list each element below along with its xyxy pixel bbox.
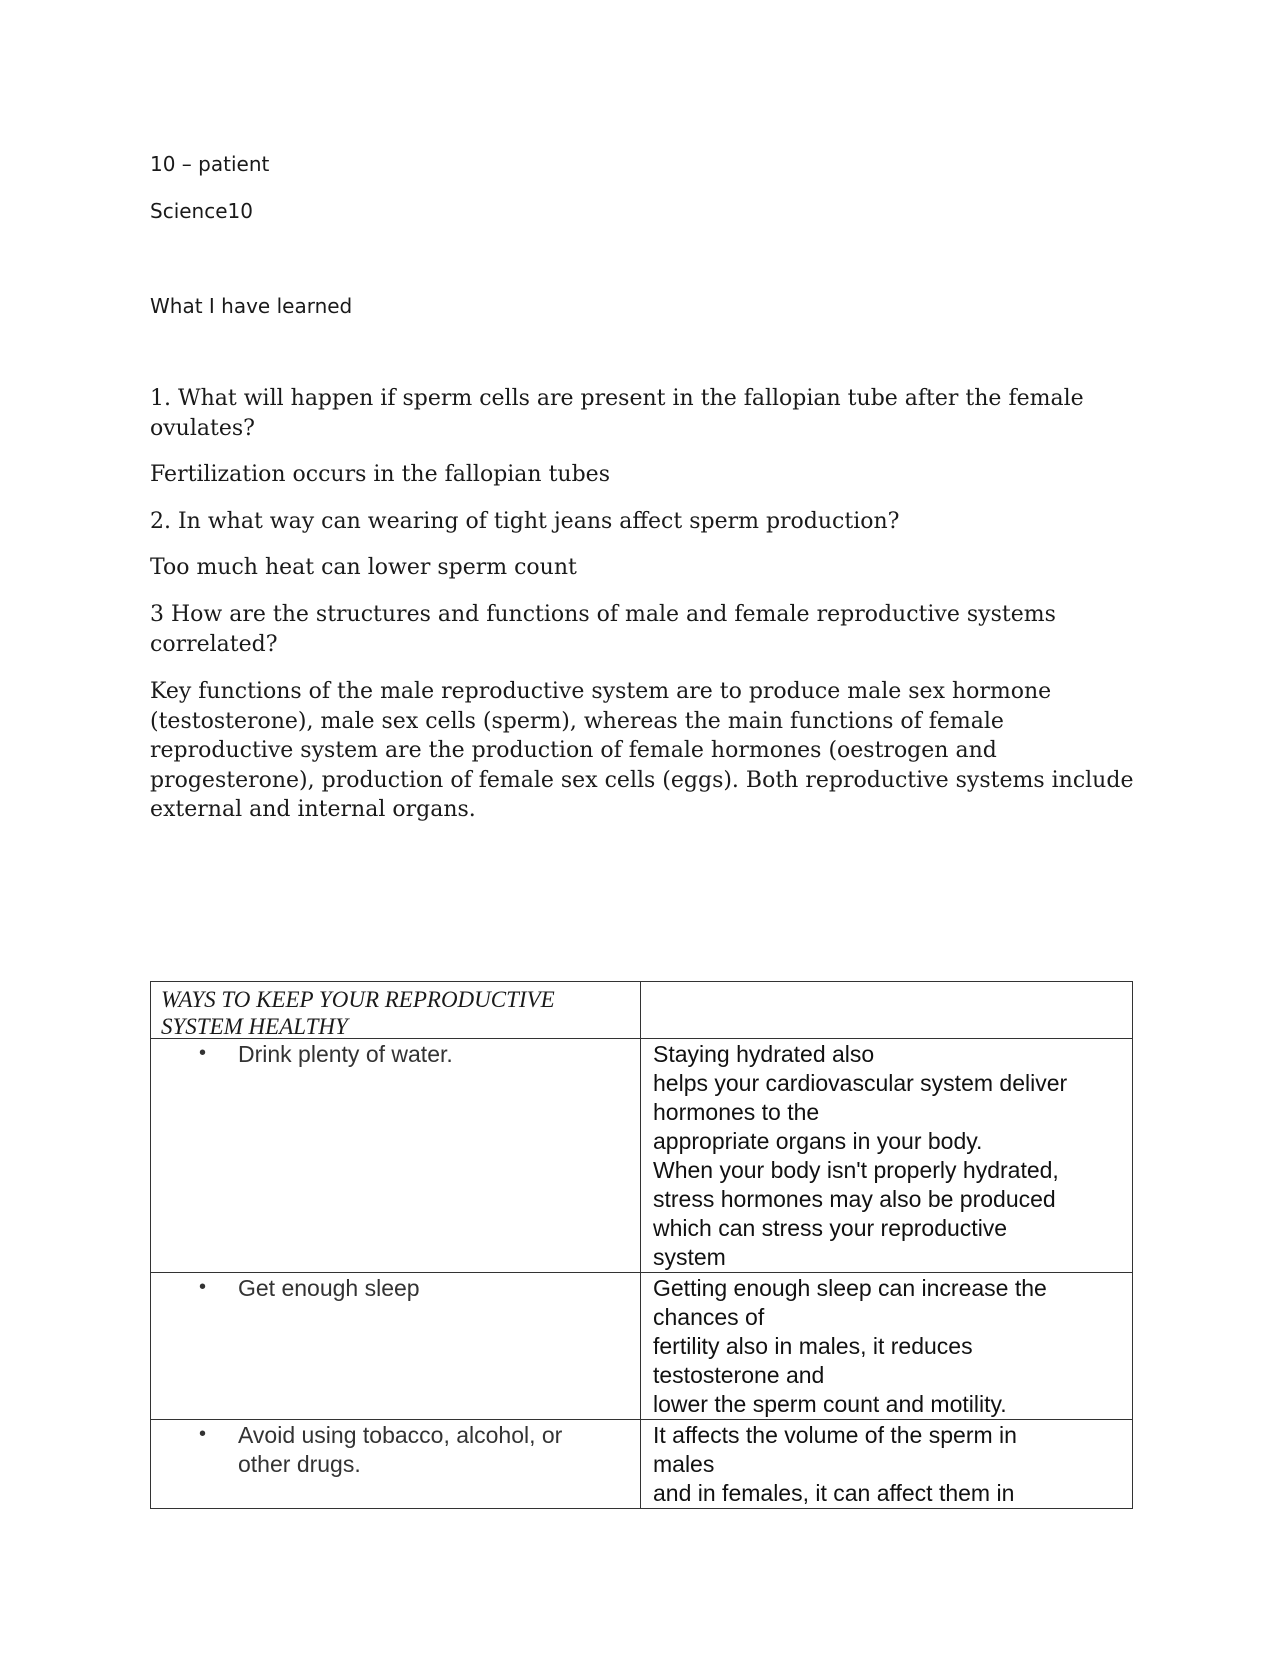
reason-line: helps your cardiovascular system deliver: [653, 1070, 1068, 1096]
reason-line: which can stress your reproductive: [653, 1215, 1008, 1241]
reason-line: When your body isn't properly hydrated,: [653, 1157, 1059, 1183]
question-1-line: ovulates?: [150, 415, 255, 441]
question-3-line: correlated?: [150, 631, 278, 657]
reason-text: [641, 1039, 1132, 1272]
reason-line: appropriate organs in your body.: [653, 1128, 983, 1154]
table-row: [151, 1273, 1133, 1420]
bullet-icon: •: [199, 1042, 207, 1064]
reason-line: Getting enough sleep can increase the: [653, 1275, 1047, 1301]
reason-line: fertility also in males, it reduces: [653, 1333, 973, 1359]
answer-3-line: progesterone), production of female sex cells (eggs). Both reproductive systems include: [150, 767, 1134, 793]
reason-line: testosterone and: [653, 1362, 825, 1388]
way-cell: [151, 1273, 641, 1420]
way-item: [151, 1420, 640, 1479]
bullet-icon: •: [199, 1423, 207, 1445]
answer-3-line: external and internal organs.: [150, 797, 476, 822]
answer-3-line: reproductive system are the production of female hormones (oestrogen and: [150, 738, 997, 763]
table-header-cell: [151, 982, 641, 1039]
reason-line: chances of: [653, 1304, 765, 1330]
way-item: [151, 1273, 640, 1303]
way-text: Drink plenty of water.: [238, 1041, 453, 1067]
table-row: [151, 1420, 1133, 1509]
reason-cell: [641, 1273, 1133, 1420]
way-cell: [151, 1039, 641, 1273]
table-header-title: [151, 982, 640, 1038]
reason-line: lower the sperm count and motility.: [653, 1391, 1007, 1417]
reason-text: [641, 1273, 1132, 1419]
question-1: [150, 384, 1130, 443]
way-item: [151, 1039, 640, 1069]
answer-1-line: Fertilization occurs in the fallopian tubes: [150, 462, 610, 487]
question-2-line: 2. In what way can wearing of tight jeans affect sperm production?: [150, 509, 900, 534]
answer-3-line: (testosterone), male sex cells (sperm), whereas the main functions of female: [150, 708, 1004, 734]
answer-3: [150, 677, 1134, 825]
way-text: other drugs.: [238, 1451, 361, 1477]
reason-line: system: [653, 1244, 726, 1270]
way-text: Avoid using tobacco, alcohol, or: [238, 1422, 563, 1448]
reason-line: Staying hydrated also: [653, 1041, 875, 1067]
answer-2-line: Too much heat can lower sperm count: [150, 555, 577, 580]
reason-line: stress hormones may also be produced: [653, 1186, 1056, 1212]
student-name: 10 – patient: [150, 152, 270, 176]
table-header-empty-cell: [641, 982, 1133, 1039]
section-title: What I have learned: [150, 294, 353, 318]
reason-line: and in females, it can affect them in: [653, 1480, 1015, 1506]
answer-1: [150, 460, 1130, 490]
table-header-right: [641, 982, 1132, 1038]
question-2: [150, 507, 1130, 537]
answer-2: [150, 553, 1130, 583]
reason-text: [641, 1420, 1132, 1508]
table-header-line: SYSTEM HEALTHY: [161, 1014, 348, 1039]
table-row: [151, 1039, 1133, 1273]
reason-line: males: [653, 1451, 715, 1477]
reason-line: hormones to the: [653, 1099, 820, 1125]
reason-cell: [641, 1039, 1133, 1273]
answer-3-line: Key functions of the male reproductive system are to produce male sex hormone: [150, 679, 1052, 704]
way-text: Get enough sleep: [238, 1275, 420, 1301]
table-header-line: WAYS TO KEEP YOUR REPRODUCTIVE: [161, 987, 555, 1012]
reason-cell: [641, 1420, 1133, 1509]
reason-line: It affects the volume of the sperm in: [653, 1422, 1017, 1448]
subject-label: Science10: [150, 199, 253, 223]
way-cell: [151, 1420, 641, 1509]
reproductive-health-table: [150, 981, 1133, 1509]
question-3: [150, 600, 1130, 659]
table-header-row: [151, 982, 1133, 1039]
bullet-icon: •: [199, 1276, 207, 1298]
question-1-line: 1. What will happen if sperm cells are present in the fallopian tube after the female: [150, 386, 1084, 411]
question-3-line: 3 How are the structures and functions of male and female reproductive systems: [150, 602, 1056, 627]
